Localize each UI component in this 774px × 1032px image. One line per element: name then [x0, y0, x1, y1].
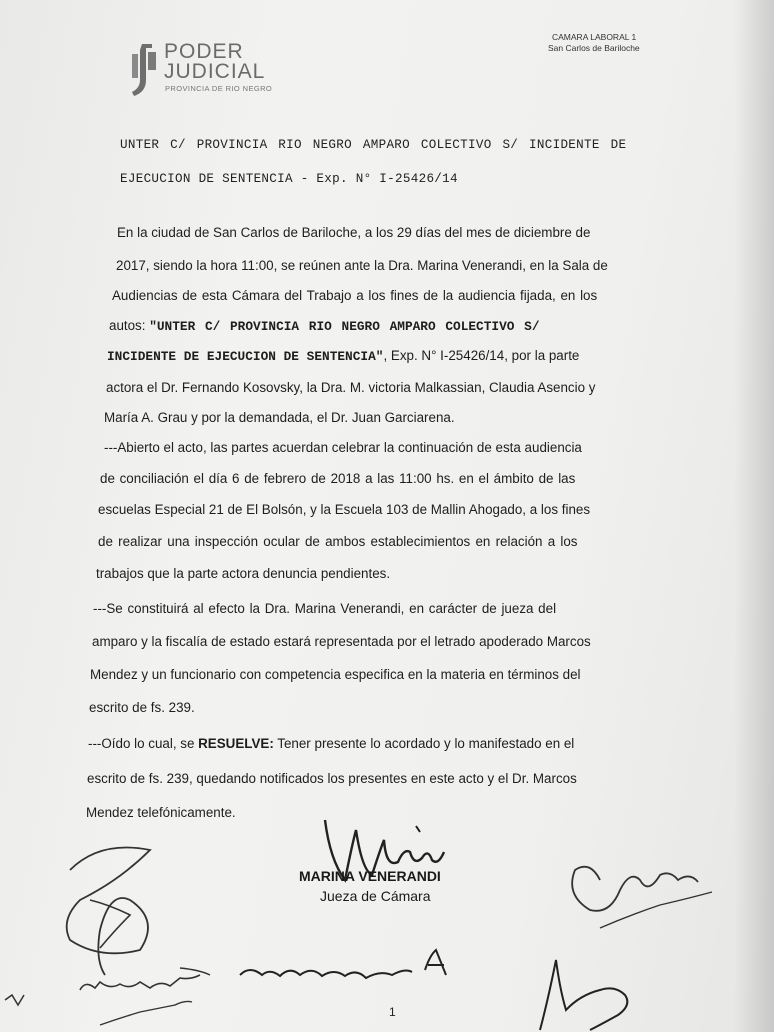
body-line-18: escrito de fs. 239, quedando notificados los presentes en este acto y el Dr. Marcos — [87, 771, 577, 786]
kosovsky-signature-stroke — [80, 975, 200, 990]
bottom-right-signature-stroke — [540, 960, 627, 1030]
judge-signature-dot — [416, 826, 420, 832]
body-line-4-prefix: autos: — [109, 318, 150, 333]
page-number: 1 — [389, 1005, 396, 1019]
body-line-9: de conciliación el día 6 de febrero de 2018 a las 11:00 hs. en el ámbito de las — [100, 471, 576, 486]
body-line-14: amparo y la fiscalía de estado estará representada por el letrado apoderado Marcos — [92, 634, 591, 649]
body-line-13: ---Se constituirá al efecto la Dra. Marina Venerandi, en carácter de jueza del — [93, 601, 557, 616]
body-line-19: Mendez telefónicamente. — [86, 805, 236, 820]
logo-line-1: PODER — [164, 40, 244, 63]
body-line-15: Mendez y un funcionario con competencia especifica en la materia en términos del — [90, 667, 581, 682]
body-line-5-suffix: , Exp. N° I-25426/14, por la parte — [383, 348, 580, 363]
left-signature-stroke-2 — [90, 900, 130, 948]
body-line-8: ---Abierto el acto, las partes acuerdan celebrar la continuación de esta audiencia — [104, 440, 582, 455]
kosovsky-underline-stroke — [180, 968, 210, 975]
asencio-signature-stroke — [240, 970, 412, 978]
body-line-10: escuelas Especial 21 de El Bolsón, y la Escuela 103 de Mallin Ahogado, a los fines — [98, 502, 591, 517]
case-title-line-2: EJECUCION DE SENTENCIA - Exp. N° I-25426/14 — [120, 172, 458, 186]
left-signature-stroke — [67, 848, 150, 976]
body-line-7: María A. Grau y por la demandada, el Dr. Juan Garciarena. — [104, 410, 455, 425]
body-line-2: 2017, siendo la hora 11:00, se reúnen ante la Dra. Marina Venerandi, en la Sala de — [116, 258, 608, 273]
body-line-17-a: ---Oído lo cual, se — [88, 736, 199, 751]
edge-mark-stroke — [5, 995, 24, 1005]
body-line-16: escrito de fs. 239. — [89, 700, 195, 715]
matricula-stroke — [100, 1001, 192, 1025]
body-line-12: trabajos que la parte actora denuncia pendientes. — [96, 566, 391, 581]
chamber-name: CAMARA LABORAL 1 — [552, 32, 637, 42]
asencio-initial-stroke — [425, 950, 446, 975]
case-name-bold-2: INCIDENTE DE EJECUCION DE SENTENCIA" — [107, 349, 384, 364]
logo-line-2: JUDICIAL — [164, 60, 266, 83]
body-line-3: Audiencias de esta Cámara del Trabajo a los fines de la audiencia fijada, en los — [112, 288, 598, 303]
chamber-city: San Carlos de Bariloche — [548, 43, 640, 53]
body-line-11: de realizar una inspección ocular de ambos establecimientos en relación a los — [98, 534, 578, 549]
case-name-bold-1: "UNTER C/ PROVINCIA RIO NEGRO AMPARO COLECTIVO S/ — [149, 319, 540, 334]
body-line-1: En la ciudad de San Carlos de Bariloche, a los 29 días del mes de diciembre de — [117, 225, 591, 240]
logo-line-3: PROVINCIA DE RIO NEGRO — [165, 84, 273, 93]
case-title-line-1: UNTER C/ PROVINCIA RIO NEGRO AMPARO COLECTIVO S/ INCIDENTE DE — [120, 138, 627, 152]
judge-title: Jueza de Cámara — [320, 888, 431, 904]
right-signature-stroke — [572, 867, 698, 911]
body-line-6: actora el Dr. Fernando Kosovsky, la Dra. M. victoria Malkassian, Claudia Asencio y — [106, 380, 596, 395]
judge-name: MARINA VENERANDI — [299, 868, 441, 884]
resuelve-keyword: RESUELVE: — [198, 736, 274, 751]
body-line-17-c: Tener presente lo acordado y lo manifestado en el — [273, 736, 575, 751]
